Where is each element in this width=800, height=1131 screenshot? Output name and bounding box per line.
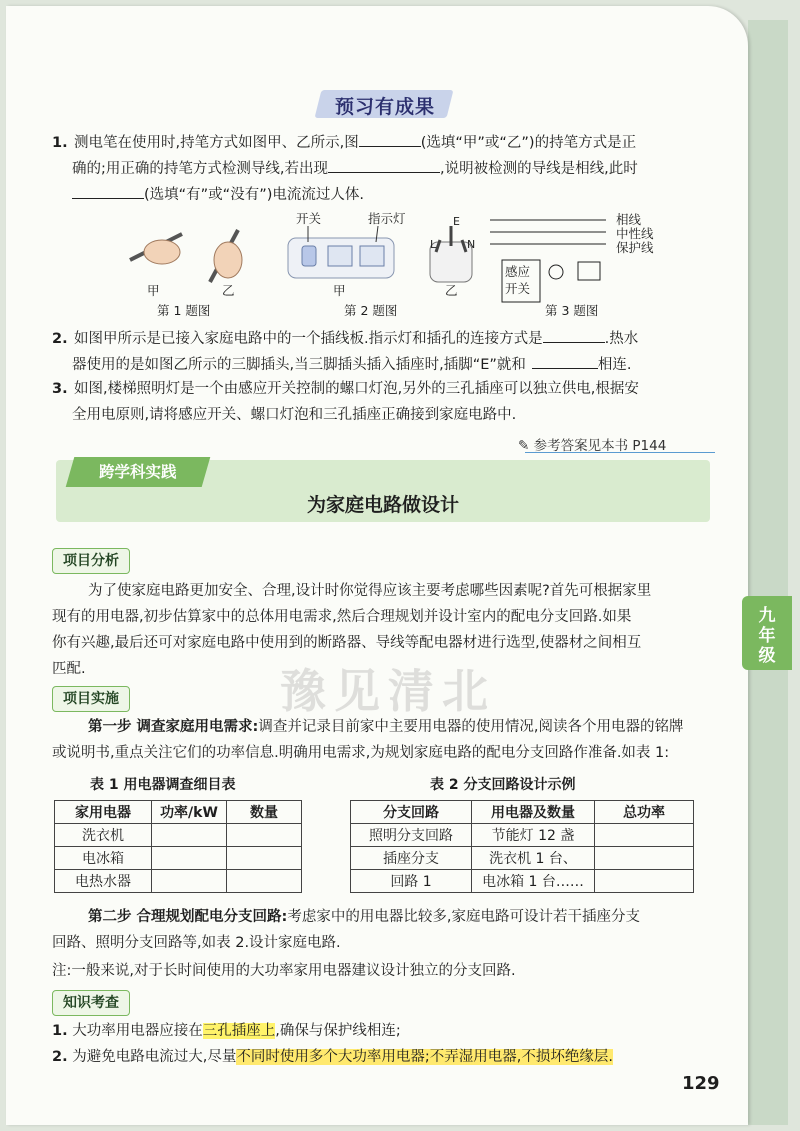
analysis-line-3: 你有兴趣,最后还可对家庭电路中使用到的断路器、导线等配电器材进行选型,使器材之间相互 bbox=[52, 635, 642, 651]
practice-section-label: 跨学科实践 bbox=[66, 457, 211, 487]
branch-circuit-table bbox=[350, 800, 694, 893]
table-row bbox=[55, 824, 302, 847]
answer-reference: ✎ 参考答案见本书 P144 bbox=[518, 438, 667, 454]
table-cell[interactable] bbox=[152, 870, 227, 893]
table-header: 总功率 bbox=[595, 801, 694, 824]
page-number: 129 bbox=[682, 1073, 720, 1094]
table-cell: 洗衣机 1 台、 bbox=[472, 847, 595, 870]
analysis-line-1: 为了使家庭电路更加安全、合理,设计时你觉得应该主要考虑哪些因素呢?首先可根据家里 bbox=[88, 583, 652, 599]
power-strip-figure bbox=[288, 226, 394, 278]
table-cell[interactable] bbox=[227, 824, 302, 847]
question-1-line-1: 1. 测电笔在使用时,持笔方式如图甲、乙所示,图 (选填“甲”或“乙”)的持笔方式是正 bbox=[52, 128, 636, 156]
fig2-label-jia: 甲 bbox=[333, 283, 346, 298]
fig3-caption: 第 3 题图 bbox=[545, 303, 599, 318]
step1-line-2: 或说明书,重点关注它们的功率信息.明确用电需求,为规划家庭电路的配电分支回路作准备.如表 1: bbox=[52, 745, 670, 761]
test-pen-figure bbox=[130, 230, 242, 282]
question-2-line-2: 器使用的是如图乙所示的三脚插头,当三脚插头插入插座时,插脚“E”就和 相连. bbox=[72, 350, 632, 378]
answer-blank[interactable] bbox=[72, 180, 144, 199]
analysis-line-2: 现有的用电器,初步估算家中的总体用电需求,然后合理规划并设计室内的配电分支回路.如果 bbox=[52, 609, 632, 625]
answer-underline bbox=[525, 452, 715, 453]
table-cell: 电冰箱 bbox=[55, 847, 152, 870]
table-cell[interactable] bbox=[152, 847, 227, 870]
sensor-switch-label-2: 开关 bbox=[505, 281, 531, 296]
analysis-tag: 项目分析 bbox=[52, 548, 130, 574]
plug-pin-N: N bbox=[467, 238, 476, 251]
answer-blank[interactable] bbox=[328, 154, 440, 173]
table-header-row bbox=[351, 801, 694, 824]
section-title: 预习有成果 bbox=[334, 96, 435, 118]
answer-blank[interactable] bbox=[543, 324, 605, 343]
page-edge bbox=[748, 20, 788, 1125]
live-wire-label: 相线 bbox=[616, 212, 642, 227]
table-header: 功率/kW bbox=[152, 801, 227, 824]
step2-line-1: 第二步 合理规划配电分支回路:考虑家中的用电器比较多,家庭电路可设计若干插座分支 bbox=[88, 909, 640, 925]
ground-wire-label: 保护线 bbox=[616, 240, 654, 255]
plug-pin-E: E bbox=[453, 215, 460, 228]
answer-blank[interactable] bbox=[532, 350, 598, 369]
table-cell: 电冰箱 1 台…… bbox=[472, 870, 595, 893]
implementation-tag: 项目实施 bbox=[52, 686, 130, 712]
practice-section-title: 为家庭电路做设计 bbox=[306, 494, 459, 516]
table-cell: 回路 1 bbox=[351, 870, 472, 893]
watermark: 豫见清北 bbox=[280, 664, 496, 718]
question-1-line-3: (选填“有”或“没有”)电流流过人体. bbox=[72, 180, 364, 208]
fig1-caption: 第 1 题图 bbox=[157, 303, 211, 318]
fig2-caption: 第 2 题图 bbox=[344, 303, 398, 318]
table-cell[interactable] bbox=[595, 824, 694, 847]
table-cell: 照明分支回路 bbox=[351, 824, 472, 847]
table2-caption: 表 2 分支回路设计示例 bbox=[430, 777, 576, 793]
answer-blank[interactable] bbox=[359, 128, 421, 147]
table-cell: 洗衣机 bbox=[55, 824, 152, 847]
sensor-switch-label-1: 感应 bbox=[505, 264, 531, 279]
neutral-wire-label: 中性线 bbox=[616, 226, 654, 241]
table-row bbox=[351, 824, 694, 847]
table-cell: 节能灯 12 盏 bbox=[472, 824, 595, 847]
question-2-line-1: 2. 如图甲所示是已接入家庭电路中的一个插线板.指示灯和插孔的连接方式是 .热水 bbox=[52, 324, 638, 352]
appliance-survey-table bbox=[54, 800, 302, 893]
table-cell[interactable] bbox=[595, 847, 694, 870]
grade-label: 九年级 bbox=[758, 606, 776, 666]
fig2-switch-label: 开关 bbox=[296, 211, 322, 226]
table-row bbox=[55, 847, 302, 870]
table-cell[interactable] bbox=[227, 847, 302, 870]
question-3-line-1: 3. 如图,楼梯照明灯是一个由感应开关控制的螺口灯泡,另外的三孔插座可以独立供电,根据安 bbox=[52, 381, 639, 397]
fig1-label-jia: 甲 bbox=[147, 283, 160, 298]
analysis-line-4: 匹配. bbox=[52, 661, 86, 677]
plug-figure bbox=[430, 226, 472, 282]
table-header-row bbox=[55, 801, 302, 824]
table-cell: 电热水器 bbox=[55, 870, 152, 893]
table-cell: 插座分支 bbox=[351, 847, 472, 870]
table-cell[interactable] bbox=[152, 824, 227, 847]
fig2-label-yi: 乙 bbox=[445, 283, 458, 298]
step1-line-1: 第一步 调查家庭用电需求:调查并记录目前家中主要用电器的使用情况,阅读各个用电器的铭牌 bbox=[88, 719, 684, 735]
table-row bbox=[351, 870, 694, 893]
knowledge-item-2: 2. 为避免电路电流过大,尽量不同时使用多个大功率用电器;不弄湿用电器,不损坏绝缘层. bbox=[52, 1049, 613, 1065]
knowledge-tag: 知识考查 bbox=[52, 990, 130, 1016]
table-cell[interactable] bbox=[227, 870, 302, 893]
plug-pin-L: L bbox=[430, 238, 437, 251]
table-header: 数量 bbox=[227, 801, 302, 824]
table-header: 用电器及数量 bbox=[472, 801, 595, 824]
table-row bbox=[351, 847, 694, 870]
step2-line-2: 回路、照明分支回路等,如表 2.设计家庭电路. bbox=[52, 935, 341, 951]
fig1-label-yi: 乙 bbox=[222, 283, 235, 298]
question-3-line-2: 全用电原则,请将感应开关、螺口灯泡和三孔插座正确接到家庭电路中. bbox=[72, 407, 517, 423]
table1-caption: 表 1 用电器调查细目表 bbox=[90, 777, 236, 793]
grade-side-tab bbox=[742, 596, 792, 670]
design-note: 注:一般来说,对于长时间使用的大功率家用电器建议设计独立的分支回路. bbox=[52, 963, 516, 979]
question-1-line-2: 确的;用正确的持笔方式检测导线,若出现 ,说明被检测的导线是相线,此时 bbox=[72, 154, 638, 182]
table-header: 分支回路 bbox=[351, 801, 472, 824]
knowledge-item-1: 1. 大功率用电器应接在三孔插座上,确保与保护线相连; bbox=[52, 1023, 401, 1039]
table-row bbox=[55, 870, 302, 893]
fig2-light-label: 指示灯 bbox=[368, 211, 406, 226]
table-cell[interactable] bbox=[595, 870, 694, 893]
table-header: 家用电器 bbox=[55, 801, 152, 824]
